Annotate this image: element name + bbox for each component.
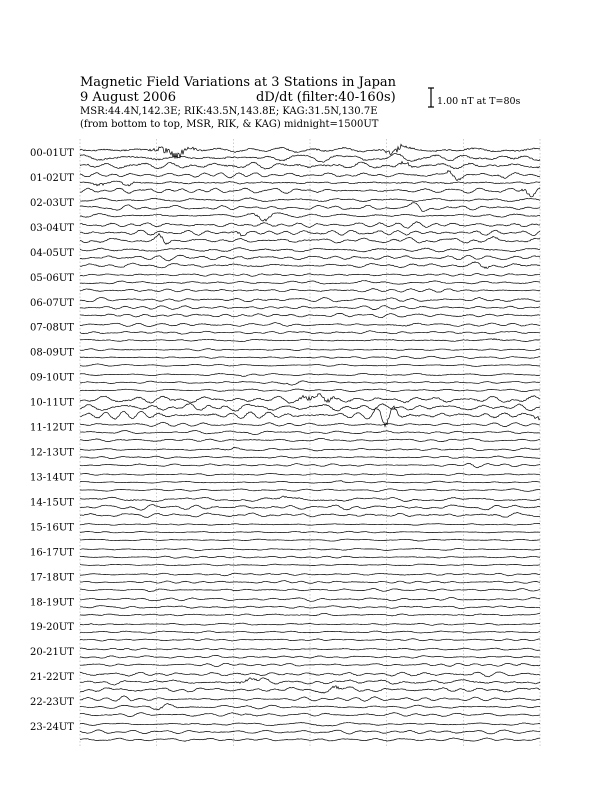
station-trace <box>80 513 540 518</box>
station-trace <box>80 222 540 228</box>
row-label: 19-20UT <box>30 622 74 634</box>
station-trace <box>80 234 540 245</box>
station-coordinates: MSR:44.4N,142.3E; RIK:43.5N,143.8E; KAG:31.5N,130.7E <box>80 106 378 117</box>
station-trace <box>80 613 540 616</box>
row-label: 12-13UT <box>30 447 74 459</box>
row-label: 10-11UT <box>30 397 74 409</box>
station-trace <box>80 306 540 310</box>
station-trace <box>80 722 540 726</box>
row-label: 04-05UT <box>30 247 74 259</box>
row-label: 13-14UT <box>30 472 74 484</box>
station-order-note: (from bottom to top, MSR, RIK, & KAG) midnight=1500UT <box>80 119 379 130</box>
station-trace <box>80 331 540 334</box>
chart-title: Magnetic Field Variations at 3 Stations in Japan <box>80 75 397 90</box>
station-trace <box>80 403 540 411</box>
row-label: 14-15UT <box>30 497 74 509</box>
station-trace <box>80 505 540 511</box>
row-label: 02-03UT <box>30 197 74 209</box>
row-label: 03-04UT <box>30 222 74 234</box>
station-trace <box>80 623 540 625</box>
row-label: 00-01UT <box>30 148 74 159</box>
station-trace <box>80 730 540 734</box>
row-label: 18-19UT <box>30 597 74 609</box>
station-trace <box>80 564 540 566</box>
row-label: 07-08UT <box>30 322 74 334</box>
row-labels <box>30 148 74 733</box>
row-label: 22-23UT <box>30 697 74 709</box>
row-label: 01-02UT <box>30 172 74 184</box>
station-trace <box>80 672 540 677</box>
row-label: 21-22UT <box>30 672 74 684</box>
row-label: 11-12UT <box>30 422 74 434</box>
station-trace <box>80 655 540 658</box>
chart-quantity: dD/dt (filter:40-160s) <box>256 90 396 105</box>
row-label: 08-09UT <box>30 347 74 359</box>
row-label: 20-21UT <box>30 647 74 659</box>
row-label: 15-16UT <box>30 522 74 534</box>
scale-bar-label: 1.00 nT at T=80s <box>437 96 521 107</box>
station-trace <box>80 663 540 666</box>
row-label: 16-17UT <box>30 547 74 559</box>
station-trace <box>80 704 540 710</box>
row-label: 23-24UT <box>30 722 74 734</box>
row-label: 06-07UT <box>30 297 74 309</box>
row-label: 09-10UT <box>30 372 74 384</box>
station-trace <box>80 481 540 483</box>
station-trace <box>80 171 540 181</box>
scale-bar <box>428 88 521 107</box>
row-label: 05-06UT <box>30 272 74 284</box>
station-trace <box>80 438 540 441</box>
chart-date: 9 August 2006 <box>80 90 176 105</box>
station-trace <box>80 606 540 609</box>
row-label: 17-18UT <box>30 572 74 584</box>
